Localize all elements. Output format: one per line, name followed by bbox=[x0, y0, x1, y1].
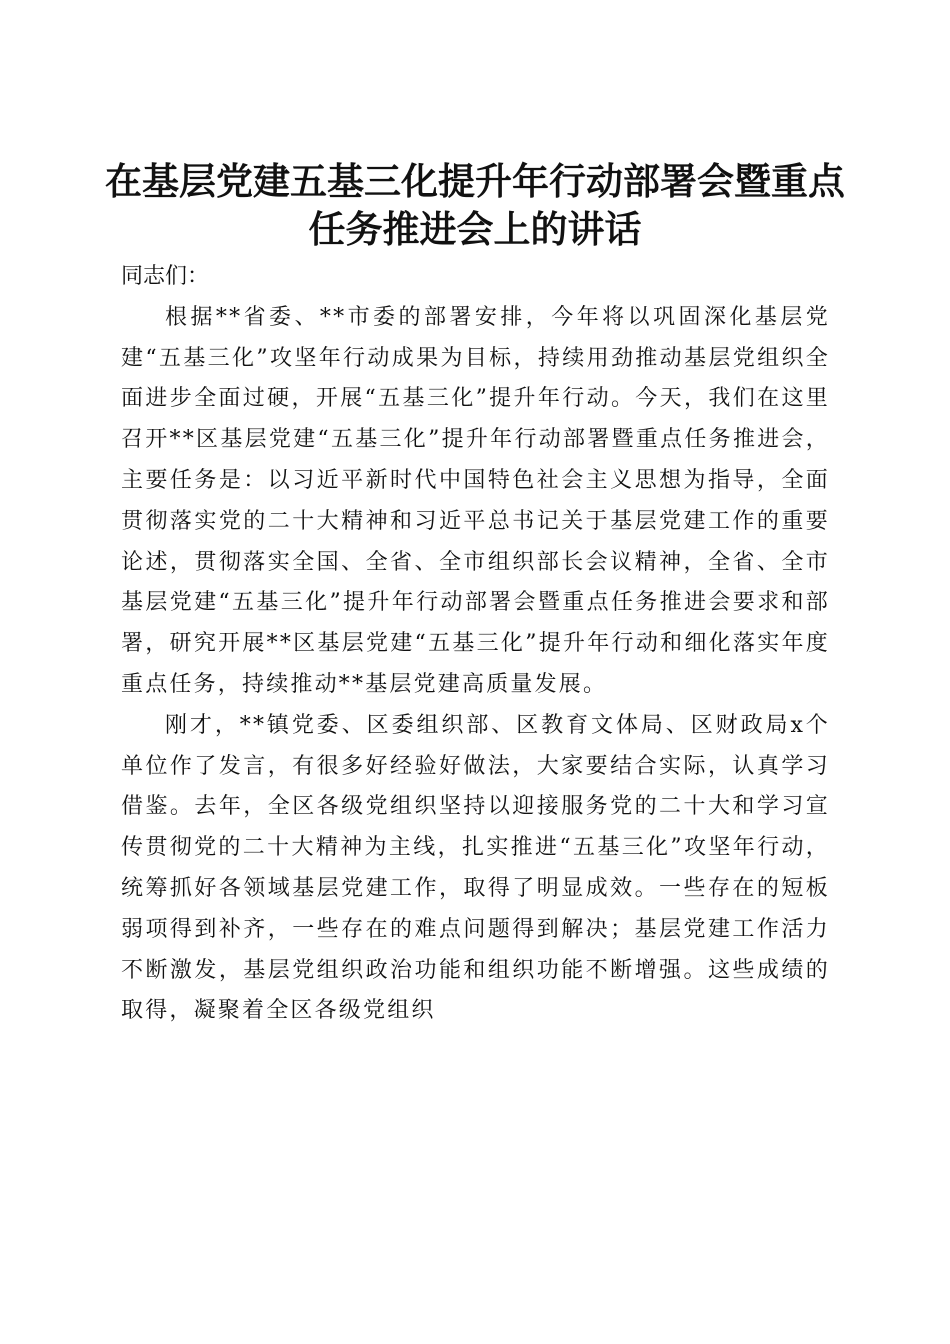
paragraph-2: 刚才，**镇党委、区委组织部、区教育文体局、区财政局x个单位作了发言，有很多好经验好做法，大家要结合实际，认真学习借鉴。去年，全区各级党组织坚持以迎接服务党的二十大和学习宣传贯彻党的二十大精神为主线，扎实推进“五基三化”攻坚年行动，统筹抓好各领域基层党建工作，取得了明显成效。一些存在的短板弱项得到补齐，一些存在的难点问题得到解决；基层党建工作活力不断激发，基层党组织政治功能和组织功能不断增强。这些成绩的取得，凝聚着全区各级党组织 bbox=[121, 712, 830, 1024]
title-line-2: 任务推进会上的讲话 bbox=[308, 206, 642, 251]
title-line-1: 在基层党建五基三化提升年行动部署会暨重点 bbox=[105, 158, 845, 203]
paragraph-1: 根据**省委、**市委的部署安排，今年将以巩固深化基层党建“五基三化”攻坚年行动成果为目标，持续用劲推动基层党组织全面进步全面过硬，开展“五基三化”提升年行动。今天，我们在这里召开**区基层党建“五基三化”提升年行动部署暨重点任务推进会，主要任务是：以习近平新时代中国特色社会主义思想为指导，全面贯彻落实党的二十大精神和习近平总书记关于基层党建工作的重要论述，贯彻落实全国、全省、全市组织部长会议精神，全省、全市基层党建“五基三化”提升年行动部署会暨重点任务推进会要求和部署，研究开展**区基层党建“五基三化”提升年行动和细化落实年度重点任务，持续推动**基层党建高质量发展。 bbox=[121, 304, 830, 697]
document-body bbox=[121, 257, 830, 1032]
salutation: 同志们： bbox=[121, 264, 210, 289]
document-title bbox=[100, 157, 850, 253]
